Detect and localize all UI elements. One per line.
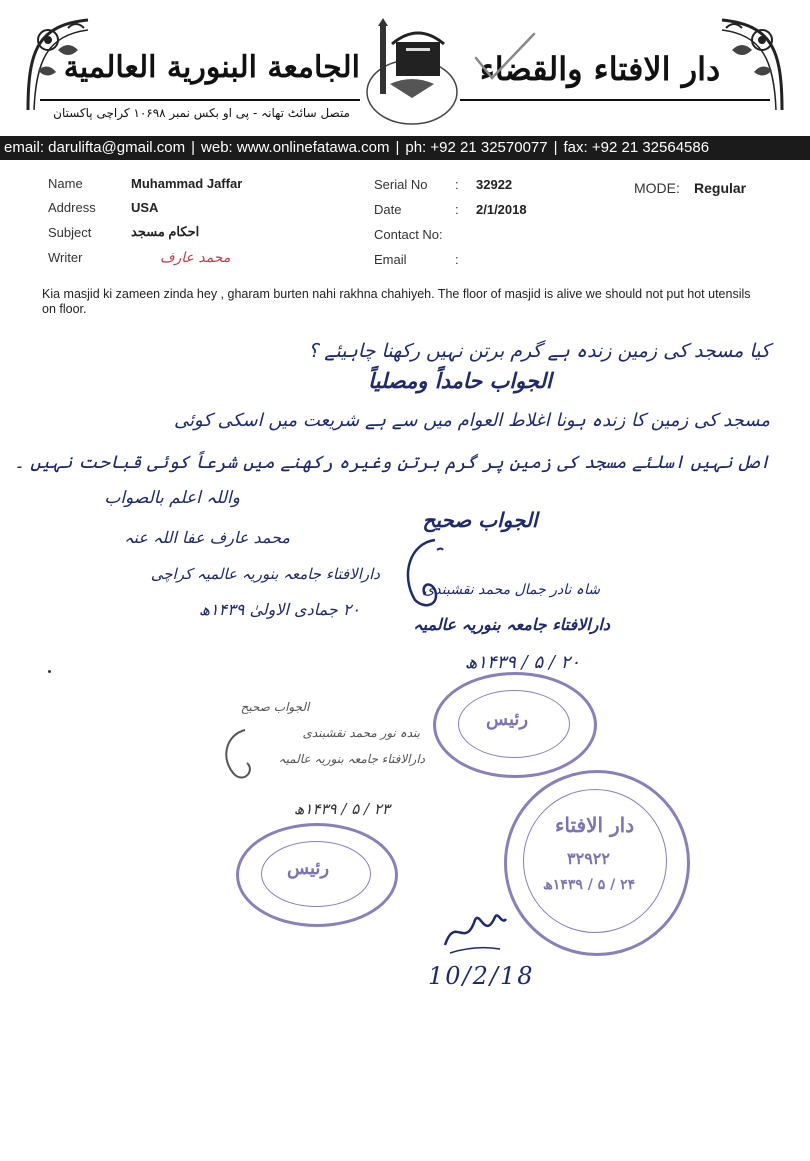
date-value: 2/1/2018 — [476, 202, 527, 217]
final-date: 10/2/18 — [428, 962, 535, 990]
checkmark-icon — [470, 28, 540, 88]
contact-email[interactable]: email: darulifta@gmail.com — [4, 139, 186, 156]
verifier-2-institution: دارالافتاء جامعہ بنوریہ عالمیہ — [278, 752, 425, 766]
department-title: دار الافتاء والقضاء — [479, 50, 721, 88]
name-value: Muhammad Jaffar — [131, 176, 243, 191]
mode-value: Regular — [694, 180, 747, 196]
answer-line-2: اصل نہیں اسلئے مسجد کی زمین پر گرم برتن وغیرہ رکھنے میں شرعاً کوئی قباحت نہیں ۔ — [14, 452, 770, 473]
mufti-date: ۲۰ جمادی الاولیٰ ۱۴۳۹ھ — [198, 600, 360, 619]
wallahu-alam: واللہ اعلم بالصواب — [104, 488, 240, 508]
raees-stamp-2: رئیس — [236, 823, 398, 927]
email-label: Email — [374, 252, 407, 267]
writer-label: Writer — [48, 250, 83, 265]
subject-label: Subject — [48, 225, 92, 240]
answer-line-1: مسجد کی زمین کا زندہ ہونا اغلاط العوام میں سے ہے شریعت میں اسکی کوئی — [174, 410, 770, 431]
verifier-2-date: ۲۳ / ۵ / ۱۴۳۹ھ — [293, 800, 390, 818]
darulifta-stamp: دار الافتاء ۳۲۹۲۲ ۲۴ / ۵ / ۱۴۳۹ھ — [504, 770, 690, 956]
signature-2-icon — [215, 725, 265, 785]
raees-stamp-1: رئیس — [433, 672, 597, 778]
institution-logo-icon — [360, 14, 465, 129]
aljawab-sahih-1: الجواب صحیح — [422, 508, 538, 532]
address-value: USA — [131, 200, 159, 215]
verifier-1-date: ۲۰ / ۵ / ۱۴۳۹ھ — [464, 652, 580, 673]
address-label: Address — [48, 200, 96, 215]
institution-title: الجامعة البنورية العالمية — [63, 50, 360, 85]
serial-value: 32922 — [476, 177, 513, 192]
question-english: Kia masjid ki zameen zinda hey , gharam burten nahi rakhna chahiyeh. The floor of masjid is alive we should not put hot utensils on floor. — [42, 287, 751, 316]
verifier-1-institution: دارالافتاء جامعہ بنوریہ عالمیہ — [413, 615, 610, 634]
header-rule-right — [460, 99, 770, 101]
contact-fax: fax: +92 21 32564586 — [563, 139, 710, 156]
margin-mark — [48, 670, 51, 673]
question-urdu: کیا مسجد کی زمین زندہ ہے گرم برتن نہیں رکھنا چاہیئے ؟ — [308, 340, 770, 362]
contact-bar: email: darulifta@gmail.com | web: www.onlinefatawa.com | ph: +92 21 32570077 | fax: +92 21 32564586 — [0, 136, 810, 160]
header-rule-left — [40, 99, 360, 101]
contact-web[interactable]: web: www.onlinefatawa.com — [201, 139, 390, 156]
letterhead — [0, 0, 810, 140]
signature-1-icon — [395, 535, 475, 615]
subject-value: احکام مسجد — [131, 224, 200, 239]
contact-phone: ph: +92 21 32570077 — [405, 139, 548, 156]
mufti-institution: دارالافتاء جامعہ بنوریہ عالمیہ کراچی — [150, 565, 380, 583]
mufti-name: محمد عارف عفا اللہ عنہ — [124, 528, 290, 547]
verifier-1-name: شاہ نادر جمال محمد نقشبندی — [423, 582, 600, 598]
name-label: Name — [48, 176, 83, 191]
writer-value: محمد عارف — [160, 250, 231, 266]
contact-label: Contact No: — [374, 227, 443, 242]
aljawab-sahih-2: الجواب صحیح — [240, 700, 310, 714]
answer-heading: الجواب حامداً ومصلیاً — [368, 368, 552, 393]
date-label: Date — [374, 202, 402, 217]
final-signature-icon — [440, 905, 510, 960]
verifier-2-name: بندہ نور محمد نقشبندی — [302, 726, 420, 740]
serial-label: Serial No — [374, 177, 428, 192]
mode-label: MODE: — [634, 180, 680, 196]
address-line: متصل سائٹ تھانہ - پی او بکس نمبر ۱۰۶۹۸ کراچی پاکستان — [53, 106, 350, 120]
